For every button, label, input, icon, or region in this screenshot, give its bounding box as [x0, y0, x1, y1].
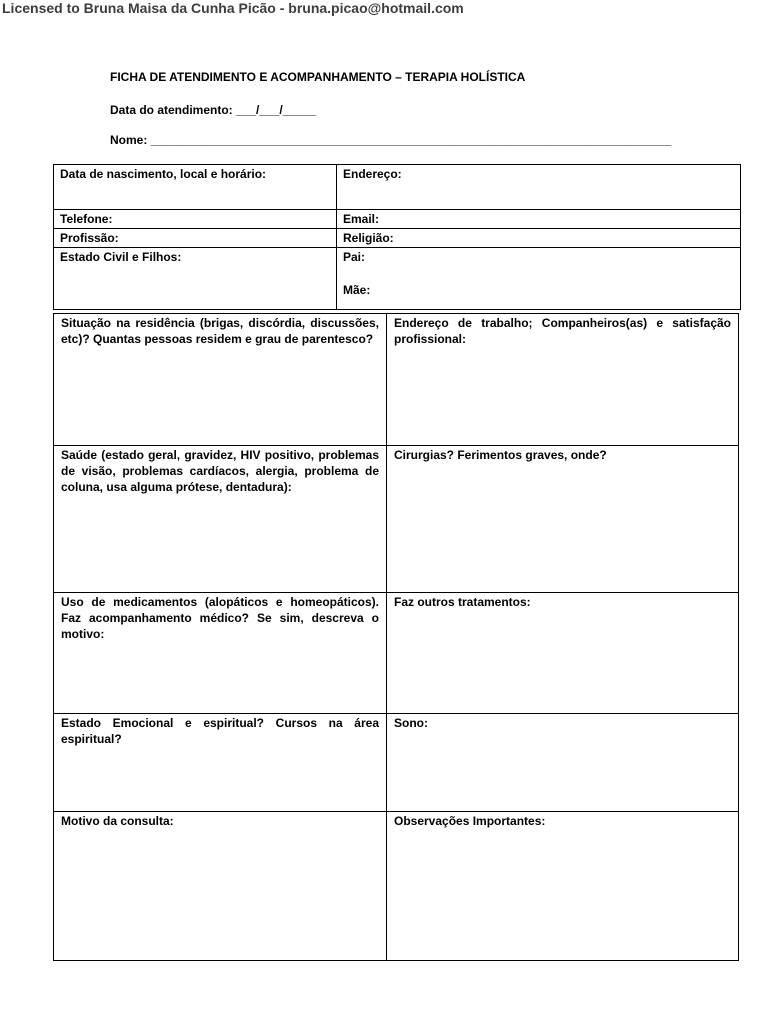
birth-cell[interactable] [54, 165, 337, 210]
marital-status-label: Estado Civil e Filhos: [60, 250, 182, 264]
phone-label: Telefone: [60, 212, 113, 226]
marital-status-cell[interactable] [54, 248, 337, 310]
questionnaire-table [53, 313, 739, 961]
address-label: Endereço: [343, 167, 402, 181]
birth-label: Data de nascimento, local e horário: [60, 167, 267, 181]
address-cell[interactable] [337, 165, 741, 210]
surgery-label: Cirurgias? Ferimentos graves, onde? [394, 448, 607, 462]
other-treatments-label: Faz outros tratamentos: [394, 595, 531, 609]
mother-label: Mãe: [343, 283, 371, 297]
license-watermark: Licensed to Bruna Maisa da Cunha Picão - bruna.picao@hotmail.com [2, 0, 464, 16]
religion-cell[interactable] [337, 229, 741, 248]
profession-label: Profissão: [60, 231, 119, 245]
health-cell[interactable] [54, 446, 387, 593]
medication-cell[interactable] [54, 593, 387, 714]
email-label: Email: [343, 212, 380, 226]
sleep-cell[interactable] [387, 714, 739, 812]
residence-label: Situação na residência (brigas, discórdia, discussões, etc)? Quantas pessoas residem e grau de parentesco? [61, 316, 379, 346]
reason-cell[interactable] [54, 812, 387, 961]
emotional-cell[interactable] [54, 714, 387, 812]
notes-label: Observações Importantes: [394, 814, 546, 828]
parents-spacer [343, 265, 734, 282]
residence-cell[interactable] [54, 314, 387, 446]
reason-label: Motivo da consulta: [61, 814, 174, 828]
other-treatments-cell[interactable] [387, 593, 739, 714]
surgery-cell[interactable] [387, 446, 739, 593]
medication-label: Uso de medicamentos (alopáticos e homeopáticos). Faz acompanhamento médico? Se sim, descreva o motivo: [61, 595, 379, 641]
attendance-date-field[interactable]: Data do atendimento: ___/___/_____ [110, 103, 317, 117]
health-label: Saúde (estado geral, gravidez, HIV positivo, problemas de visão, problemas cardíacos, alergia, problema de coluna, usa alguma prótese, dentadura): [61, 448, 379, 494]
work-label: Endereço de trabalho; Companheiros(as) e satisfação profissional: [394, 316, 731, 346]
profession-cell[interactable] [54, 229, 337, 248]
phone-cell[interactable] [54, 210, 337, 229]
work-cell[interactable] [387, 314, 739, 446]
notes-cell[interactable] [387, 812, 739, 961]
sleep-label: Sono: [394, 716, 428, 730]
form-title: FICHA DE ATENDIMENTO E ACOMPANHAMENTO – TERAPIA HOLÍSTICA [110, 70, 526, 84]
father-label: Pai: [343, 250, 366, 264]
religion-label: Religião: [343, 231, 394, 245]
parents-cell[interactable] [337, 248, 741, 310]
email-cell[interactable] [337, 210, 741, 229]
personal-info-table [53, 164, 741, 310]
name-field[interactable]: Nome: ______________________________________________________________________________ [110, 133, 672, 147]
emotional-label: Estado Emocional e espiritual? Cursos na área espiritual? [61, 716, 379, 746]
